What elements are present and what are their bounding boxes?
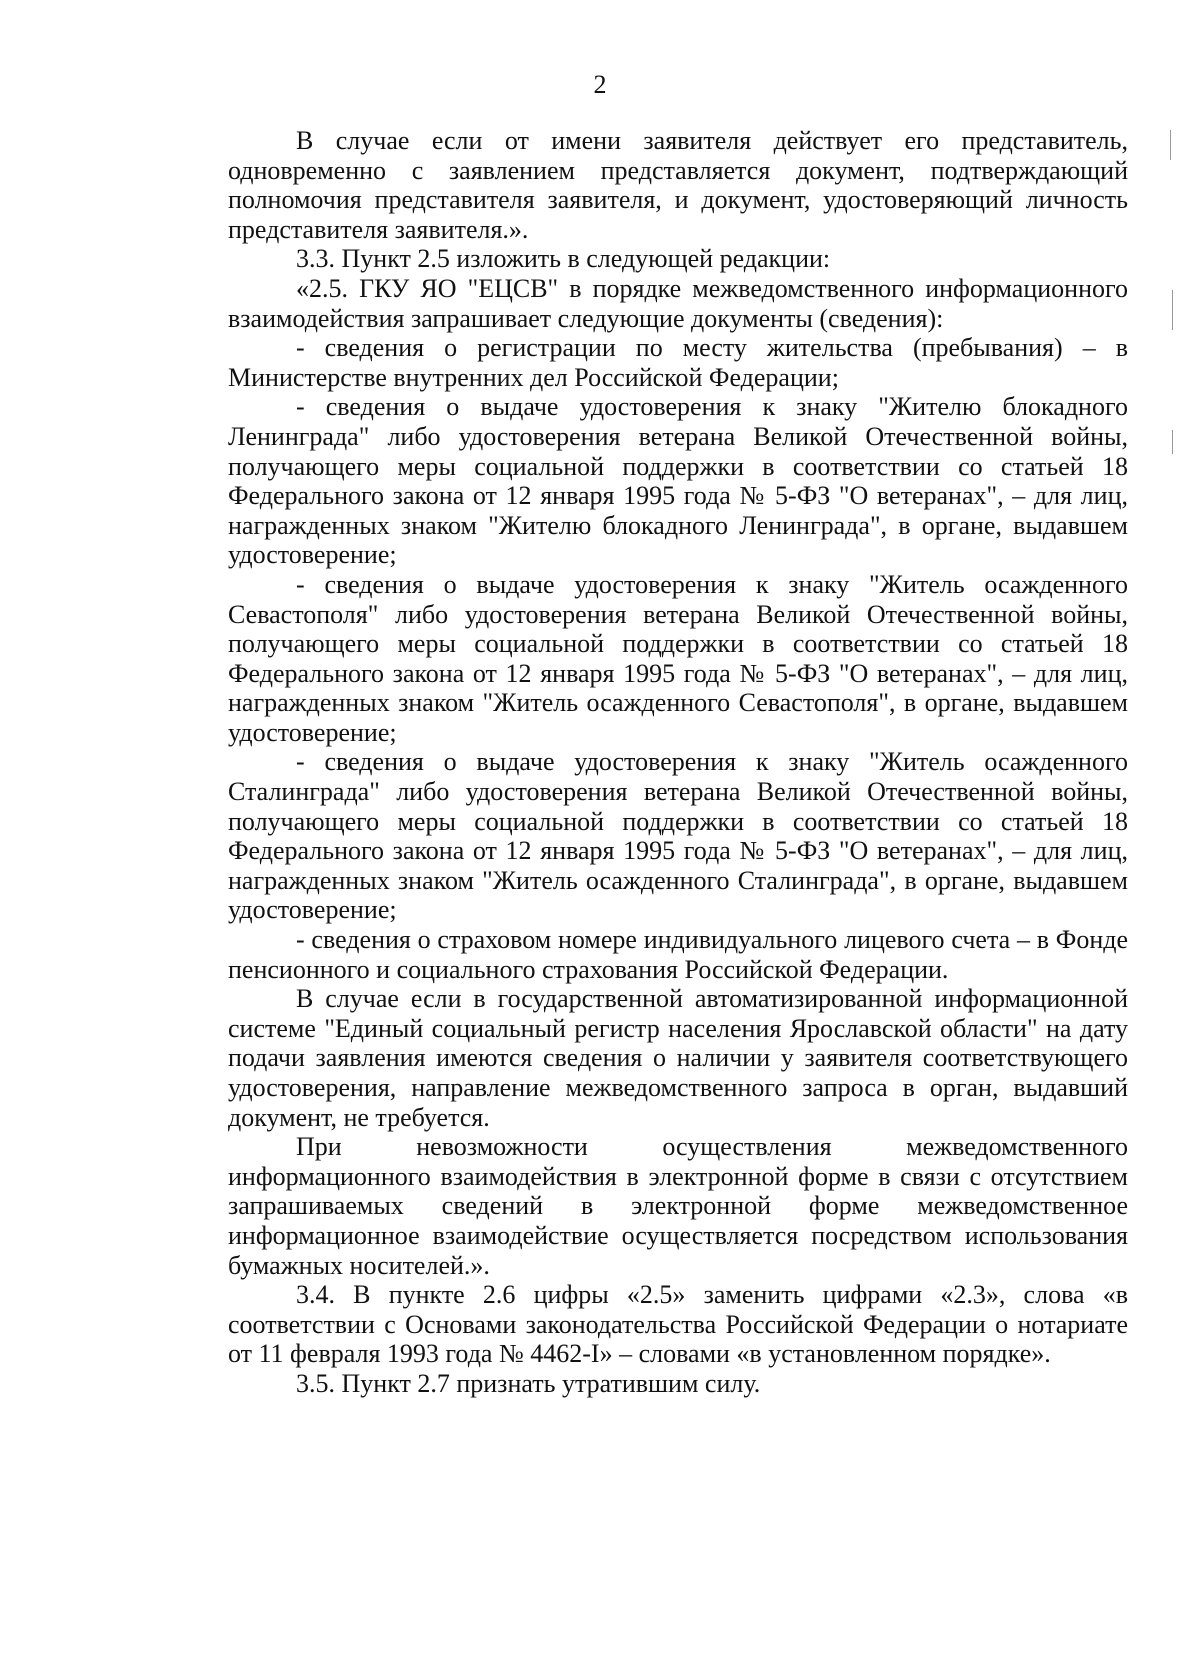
list-item-insurance-number: - сведения о страховом номере индивидуального лицевого счета – в Фонде пенсионного и социального страхования Российской Федерации.	[228, 925, 1128, 984]
paragraph-representative-documents: В случае если от имени заявителя действует его представитель, одновременно с заявлением представляется документ, подтверждающий полномочия представителя заявителя, и документ, удостоверяющий личность представителя заявителя.».	[228, 126, 1128, 244]
paragraph-register-exemption: В случае если в государственной автоматизированной информационной системе "Единый социальный регистр населения Ярославской области" на дату подачи заявления имеются сведения о наличии у заявителя соответствующего удостоверения, направление межведомственного запроса в орган, выдавший документ, не требуется.	[228, 984, 1128, 1132]
paragraph-clause-3-4: 3.4. В пункте 2.6 цифры «2.5» заменить цифрами «2.3», слова «в соответствии с Основами законодательства Российской Федерации о нотариате от 11 февраля 1993 года № 4462-I» – словами «в установленном порядке».	[228, 1280, 1128, 1369]
list-item-registration-info: - сведения о регистрации по месту жительства (пребывания) – в Министерстве внутренних дел Российской Федерации;	[228, 333, 1128, 392]
scan-margin-mark	[1172, 290, 1173, 330]
paragraph-paper-media: При невозможности осуществления межведомственного информационного взаимодействия в электронной форме в связи с отсутствием запрашиваемых сведений в электронной форме межведомственное информационное взаимодействие осуществляется посредством использования бумажных носителей.».	[228, 1132, 1128, 1280]
list-item-stalingrad-certificate: - сведения о выдаче удостоверения к знаку "Житель осажденного Сталинграда" либо удостоверения ветерана Великой Отечественной войны, получающего меры социальной поддержки в соответствии со статьей 18 Федерального закона от 12 января 1995 года № 5-ФЗ "О ветеранах", – для лиц, награжденных знаком "Житель осажденного Сталинграда", в органе, выдавшем удостоверение;	[228, 747, 1128, 925]
paragraph-clause-3-5: 3.5. Пункт 2.7 признать утратившим силу.	[296, 1368, 761, 1398]
paragraph-clause-2-5: «2.5. ГКУ ЯО "ЕЦСВ" в порядке межведомственного информационного взаимодействия запрашивает следующие документы (сведения):	[228, 273, 1128, 333]
page-number: 2	[593, 70, 607, 99]
document-body	[228, 126, 1128, 1399]
list-item-leningrad-certificate: - сведения о выдаче удостоверения к знаку "Жителю блокадного Ленинграда" либо удостоверения ветерана Великой Отечественной войны, получающего меры социальной поддержки в соответствии со статьей 18 Федерального закона от 12 января 1995 года № 5-ФЗ "О ветеранах", – для лиц, награжденных знаком "Жителю блокадного Ленинграда", в органе, выдавшем удостоверение;	[228, 392, 1128, 570]
scan-margin-mark	[1170, 130, 1171, 160]
paragraph-clause-3-3: 3.3. Пункт 2.5 изложить в следующей редакции:	[296, 244, 831, 274]
list-item-sevastopol-certificate: - сведения о выдаче удостоверения к знаку "Житель осажденного Севастополя" либо удостоверения ветерана Великой Отечественной войны, получающего меры социальной поддержки в соответствии со статьей 18 Федерального закона от 12 января 1995 года № 5-ФЗ "О ветеранах", – для лиц, награжденных знаком "Житель осажденного Севастополя", в органе, выдавшем удостоверение;	[228, 569, 1128, 747]
scan-margin-mark	[1172, 430, 1173, 454]
